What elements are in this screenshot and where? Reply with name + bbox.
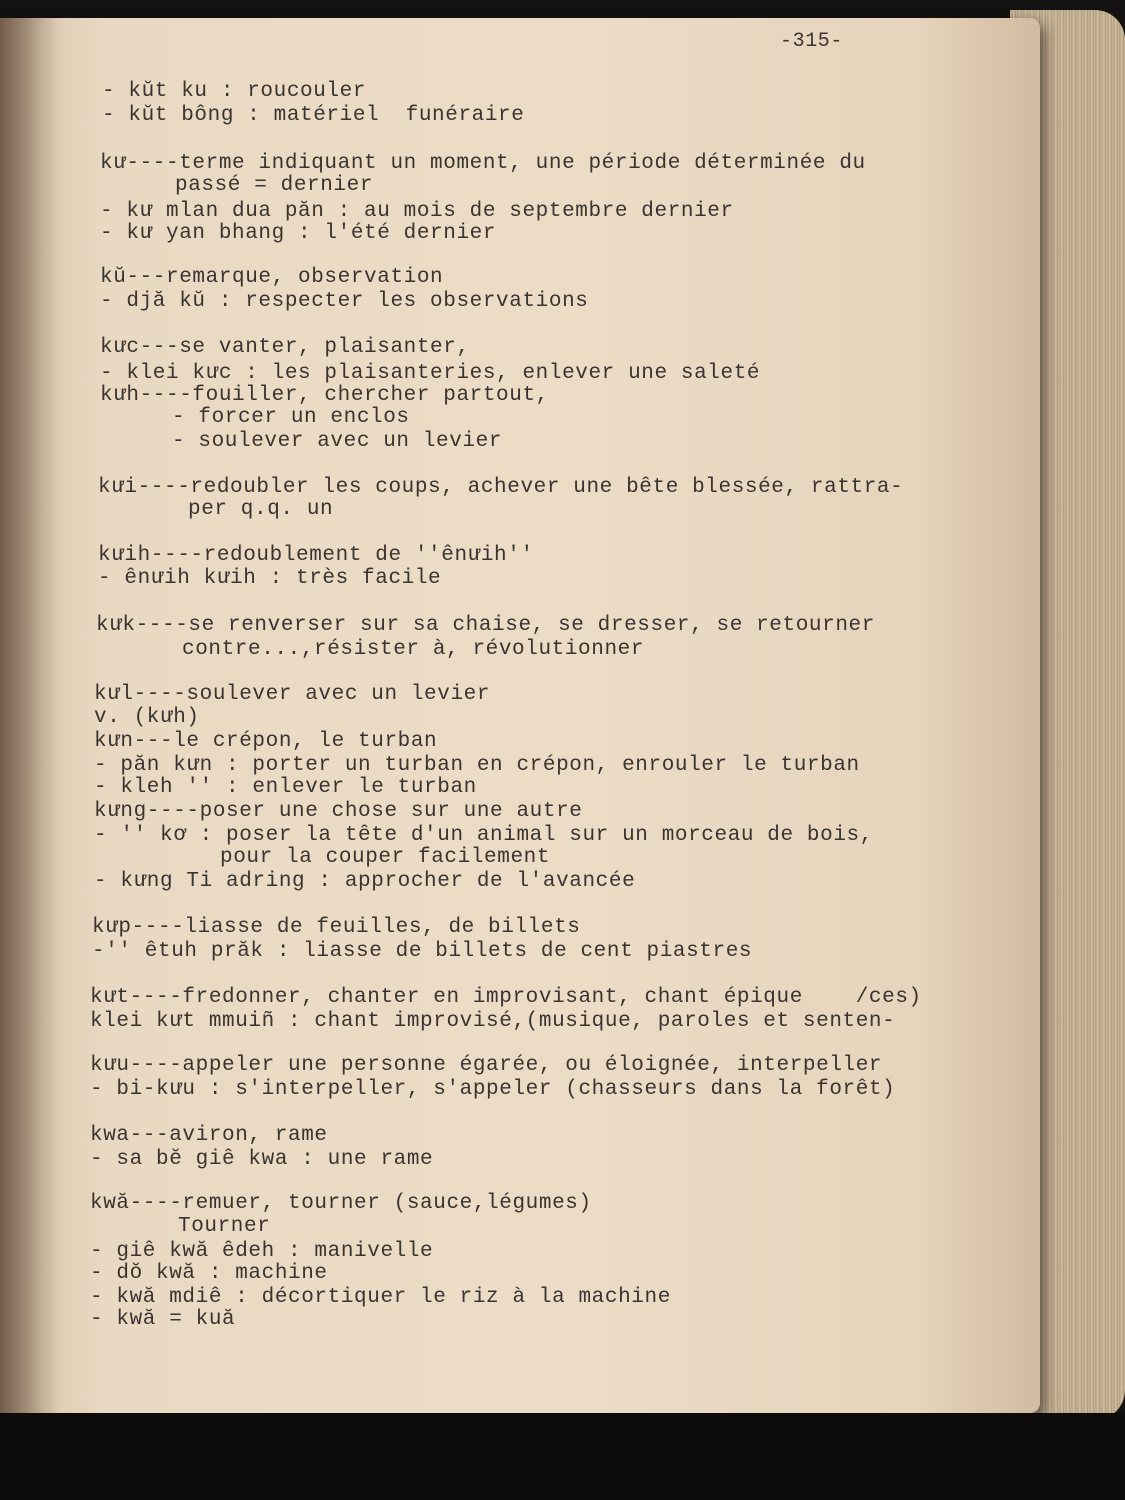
text-line: kưih----redoublement de ''ênưih'' xyxy=(98,544,534,567)
text-line: - kwă = kuă xyxy=(90,1308,236,1331)
text-line: kưp----liasse de feuilles, de billets xyxy=(92,916,581,939)
text-line: kưng----poser une chose sur une autre xyxy=(94,800,583,823)
text-line: per q.q. un xyxy=(188,498,334,521)
text-line: Tourner xyxy=(178,1215,271,1238)
text-line: kưt----fredonner, chanter en improvisant, chant épique /ces) xyxy=(90,986,922,1009)
text-line: - dŏ kwă : machine xyxy=(90,1262,328,1285)
text-line: kưk----se renverser sur sa chaise, se dresser, se retourner xyxy=(96,614,875,637)
text-line: kwă----remuer, tourner (sauce,légumes) xyxy=(90,1192,592,1215)
text-line: - soulever avec un levier xyxy=(172,430,503,453)
text-line: kư----terme indiquant un moment, une période déterminée du xyxy=(100,152,866,175)
text-line: - bi-kưu : s'interpeller, s'appeler (chasseurs dans la forêt) xyxy=(90,1078,896,1101)
text-line: kŭ---remarque, observation xyxy=(100,266,444,289)
text-line: - sa bĕ giê kwa : une rame xyxy=(90,1148,434,1171)
text-line: - forcer un enclos xyxy=(172,406,410,429)
text-line: klei kưt mmuiñ : chant improvisé,(musique, paroles et senten- xyxy=(90,1010,896,1033)
text-line: kwa---aviron, rame xyxy=(90,1124,328,1147)
text-line: - kŭt ku : roucouler xyxy=(102,80,367,103)
text-line: - kưng Ti adring : approcher de l'avancée xyxy=(94,870,636,893)
text-line: kưl----soulever avec un levier xyxy=(94,683,491,706)
text-line: - ênưih kưih : très facile xyxy=(98,567,442,590)
text-line: - kleh '' : enlever le turban xyxy=(94,776,477,799)
text-line: kưi----redoubler les coups, achever une bête blessée, rattra- xyxy=(98,476,904,499)
text-line: - djă kŭ : respecter les observations xyxy=(100,290,589,313)
page-number: -315- xyxy=(780,30,844,53)
text-line: - klei kưc : les plaisanteries, enlever une saleté xyxy=(100,362,761,385)
text-line: pour la couper facilement xyxy=(220,846,551,869)
text-line: - kwă mdiê : décortiquer le riz à la machine xyxy=(90,1286,671,1309)
text-line: kưh----fouiller, chercher partout, xyxy=(100,384,549,407)
text-line: - kư mlan dua păn : au mois de septembre dernier xyxy=(100,200,734,223)
text-line: - kư yan bhang : l'été dernier xyxy=(100,222,497,245)
text-line: -'' êtuh prăk : liasse de billets de cent piastres xyxy=(92,940,753,963)
text-line: - păn kưn : porter un turban en crépon, enrouler le turban xyxy=(94,754,860,777)
text-line: contre...,résister à, révolutionner xyxy=(182,638,645,661)
text-line: kưc---se vanter, plaisanter, xyxy=(100,336,470,359)
text-line: - '' kơ : poser la tête d'un animal sur un morceau de bois, xyxy=(94,824,873,847)
text-line: - kŭt bông : matériel funéraire xyxy=(102,104,525,127)
text-line: - giê kwă êdeh : manivelle xyxy=(90,1240,434,1263)
text-line: passé = dernier xyxy=(175,174,374,197)
text-line: kưu----appeler une personne égarée, ou éloignée, interpeller xyxy=(90,1054,883,1077)
text-line: kưn---le crépon, le turban xyxy=(94,730,438,753)
text-line: v. (kưh) xyxy=(94,706,200,729)
